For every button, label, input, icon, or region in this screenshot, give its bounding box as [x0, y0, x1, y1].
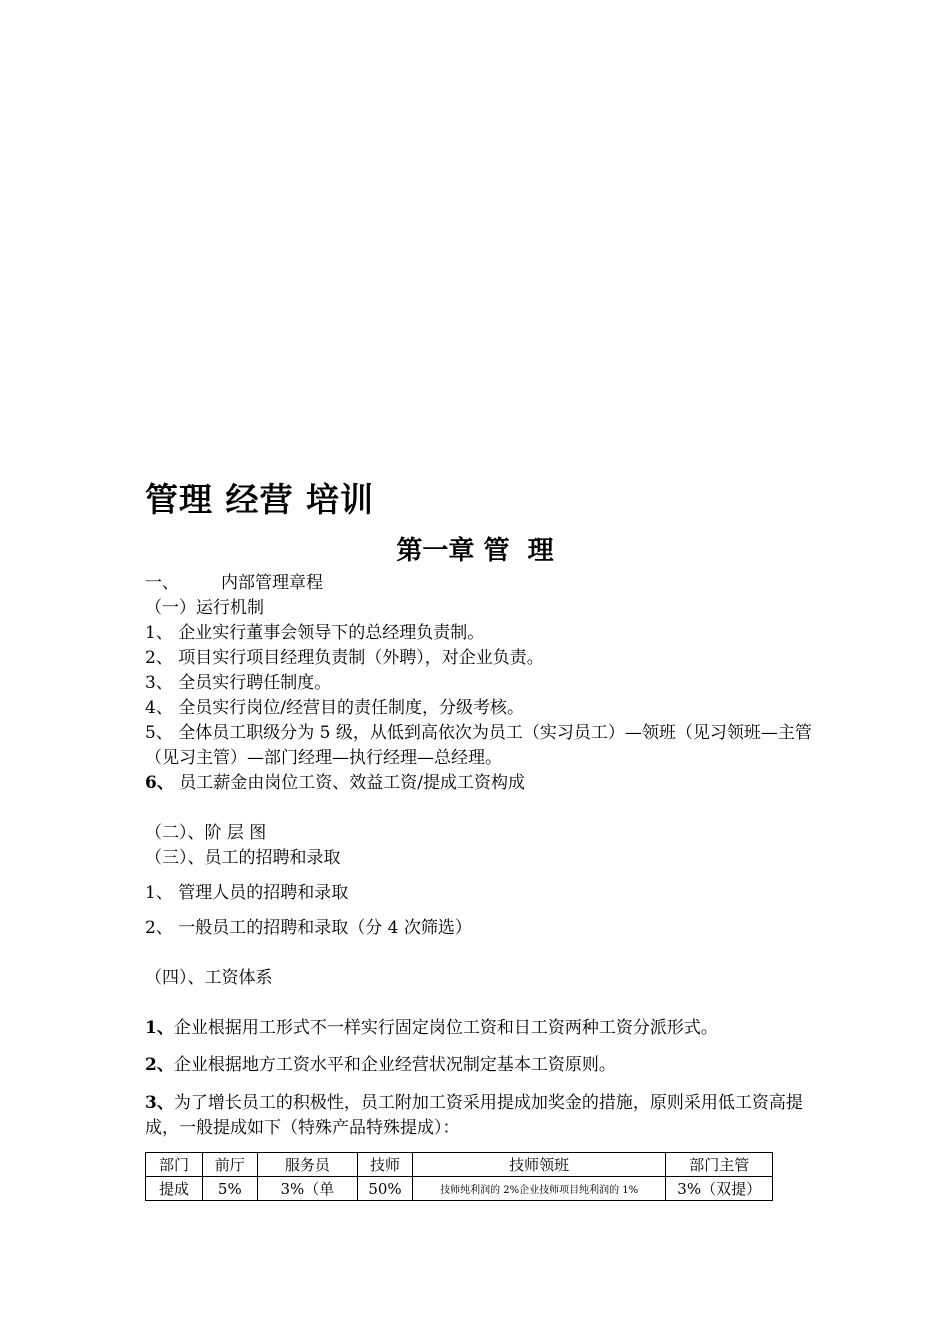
list-item: 1、 企业实行董事会领导下的总经理负责制。 [145, 623, 485, 643]
table-header-cell: 技师 [358, 1153, 413, 1177]
list-item [145, 771, 815, 796]
section-number: 一、 [145, 573, 179, 593]
list-text: 企业根据地方工资水平和企业经营状况制定基本工资原则。 [173, 1055, 616, 1075]
list-number: 6、 [145, 773, 174, 793]
list-item: 2、 一般员工的招聘和录取（分 4 次筛选） [145, 918, 472, 938]
list-text: 企业根据用工形式不一样实行固定岗位工资和日工资两种工资分派形式。 [173, 1018, 718, 1038]
subsection-heading: （四）、工资体系 [145, 968, 273, 988]
table-cell: 3%（单 [257, 1177, 357, 1201]
list-number: 2、 [145, 1055, 174, 1075]
table-row [146, 1177, 773, 1201]
table-cell: 提成 [146, 1177, 203, 1201]
commission-table [145, 1152, 773, 1201]
subsection-heading: （二）、阶 层 图 [145, 823, 267, 843]
section-heading [145, 571, 815, 596]
table-cell: 3%（双提） [666, 1177, 773, 1201]
table-header-cell: 服务员 [257, 1153, 357, 1177]
document-title: 管理 经营 培训 [145, 480, 374, 519]
table-cell: 5% [202, 1177, 257, 1201]
table-cell: 技师纯利润的 2%企业技师项目纯利润的 1% [412, 1177, 665, 1201]
table-header-cell: 部门主管 [666, 1153, 773, 1177]
list-item [145, 1053, 815, 1078]
list-number: 1、 [145, 1018, 174, 1038]
list-item: 1、 管理人员的招聘和录取 [145, 883, 349, 903]
list-item [145, 1091, 815, 1141]
list-item: 3、 全员实行聘任制度。 [145, 673, 332, 693]
table-header-row [146, 1153, 773, 1177]
list-item: 5、 全体员工职级分为 5 级，从低到高依次为员工（实习员工）—领班（见习领班—主管（见习主管）—部门经理—执行经理—总经理。 [145, 723, 812, 768]
list-text: 为了增长员工的积极性，员工附加工资采用提成加奖金的措施，原则采用低工资高提成，一般提成如下（特殊产品特殊提成）： [145, 1093, 803, 1138]
table-cell: 50% [358, 1177, 413, 1201]
table-header-cell: 部门 [146, 1153, 203, 1177]
chapter-title: 第一章 管 理 [396, 536, 554, 566]
list-item [145, 1016, 815, 1041]
table-header-cell: 前厅 [202, 1153, 257, 1177]
list-item: 4、 全员实行岗位/经营目的责任制度，分级考核。 [145, 698, 524, 718]
table-header-cell: 技师领班 [412, 1153, 665, 1177]
list-text: 员工薪金由岗位工资、效益工资/提成工资构成 [173, 773, 525, 793]
section-text: 内部管理章程 [221, 573, 323, 593]
list-number: 3、 [145, 1093, 174, 1113]
subsection-heading: （一）运行机制 [145, 598, 264, 618]
subsection-heading: （三）、员工的招聘和录取 [145, 848, 341, 868]
list-item: 2、 项目实行项目经理负责制（外聘），对企业负责。 [145, 648, 544, 668]
